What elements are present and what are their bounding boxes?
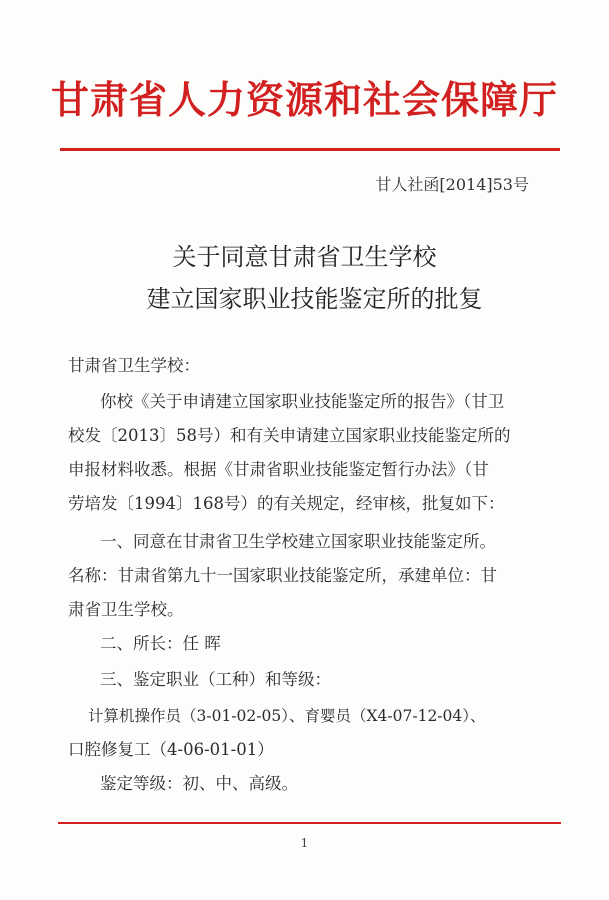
- letterhead-title: 甘肃省人力资源和社会保障厅: [50, 77, 558, 122]
- body-line: 一、同意在甘肃省卫生学校建立国家职业技能鉴定所。: [100, 532, 496, 551]
- body-line: 名称：甘肃省第九十一国家职业技能鉴定所，承建单位：甘: [68, 566, 497, 585]
- body-line: 你校《关于申请建立国家职业技能鉴定所的报告》（甘卫: [100, 392, 505, 411]
- body-line: 肃省卫生学校。: [68, 600, 184, 619]
- document-title-line-1: 关于同意甘肃省卫生学校: [172, 243, 437, 271]
- body-line: 三、鉴定职业（工种）和等级：: [100, 670, 331, 689]
- letterhead-red-rule: [60, 148, 560, 151]
- body-line: 申报材料收悉。根据《甘肃省职业技能鉴定暂行办法》（甘: [68, 460, 489, 479]
- body-line: 劳培发〔1994〕168号）的有关规定，经审核，批复如下：: [68, 494, 505, 513]
- body-line: 鉴定等级：初、中、高级。: [100, 774, 298, 793]
- document-number: 甘人社函[2014]53号: [375, 175, 529, 194]
- footer-red-rule: [58, 822, 561, 824]
- addressee: 甘肃省卫生学校：: [68, 356, 200, 375]
- body-line: 计算机操作员（3-01-02-05）、育婴员（X4-07-12-04）、: [88, 707, 486, 725]
- page-number: 1: [300, 836, 309, 850]
- document-title-line-2: 建立国家职业技能鉴定所的批复: [146, 285, 483, 313]
- body-line: 口腔修复工（4-06-01-01）: [68, 740, 274, 759]
- body-line: 二、所长：任 晖: [100, 634, 221, 653]
- body-line: 校发〔2013〕58号）和有关申请建立国家职业技能鉴定所的: [68, 426, 511, 445]
